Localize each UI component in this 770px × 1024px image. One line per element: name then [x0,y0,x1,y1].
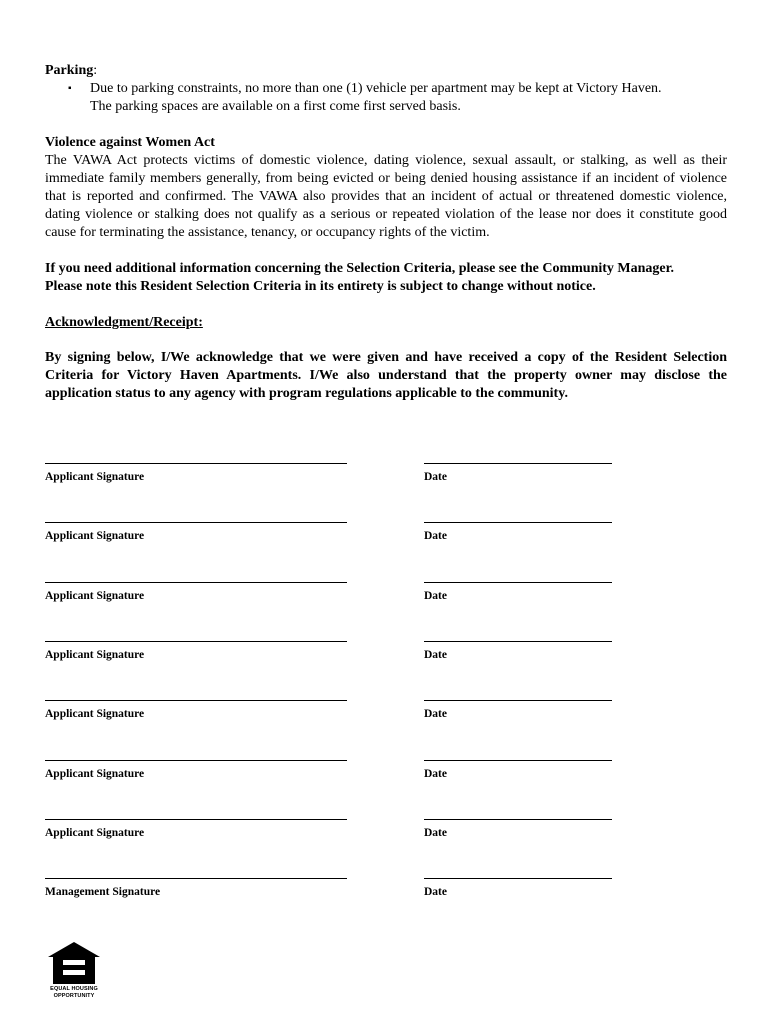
date-line[interactable] [424,760,612,761]
signature-label: Applicant Signature [45,649,145,661]
signature-line[interactable] [45,582,347,583]
signature-row [45,641,645,671]
signature-line[interactable] [45,760,347,761]
date-label: Date [424,649,447,661]
date-label: Date [424,708,447,720]
equal-housing-line-2: OPPORTUNITY [53,992,95,999]
signature-line[interactable] [45,700,347,701]
bullet-icon: ▪ [68,83,72,94]
signature-label: Applicant Signature [45,827,145,839]
equal-housing-text [47,986,101,999]
signature-line[interactable] [45,463,347,464]
vawa-paragraph: The VAWA Act protects victims of domestic violence, dating violence, sexual assault, or stalking, as well as their immediate family members generally, from being evicted or being denied housing assistance if an incident of violence that is reported and confirmed. The VAWA also provides that an incident of actual or threatened domestic violence, dating violence or stalking does not qualify as a serious or repeated violation of the lease nor does it constitute good cause for terminating the assistance, tenancy, or occupancy rights of the victim. [45,153,727,240]
signature-line[interactable] [45,641,347,642]
date-label: Date [424,590,447,602]
signature-row [45,819,645,849]
signature-row [45,582,645,612]
parking-heading-colon: : [93,63,98,78]
info-line-2: Please note this Resident Selection Criteria in its entirety is subject to change without notice. [45,279,596,294]
date-label: Date [424,471,447,483]
info-paragraph [45,260,727,296]
parking-heading [45,62,727,80]
signature-label: Applicant Signature [45,530,145,542]
date-label: Date [424,768,447,780]
parking-bullet-line-1: Due to parking constraints, no more than one (1) vehicle per apartment may be kept at Victory Haven. [90,81,662,96]
signature-row [45,522,645,552]
signature-label: Applicant Signature [45,768,145,780]
vawa-heading: Violence against Women Act [45,135,215,150]
equal-housing-opportunity-icon [47,940,101,986]
management-signature-label: Management Signature [45,886,161,898]
parking-heading-text: Parking [45,63,94,78]
info-line-1: If you need additional information concerning the Selection Criteria, please see the Community Manager. [45,261,675,276]
date-label: Date [424,827,447,839]
signature-line[interactable] [45,819,347,820]
acknowledgment-paragraph: By signing below, I/We acknowledge that we were given and have received a copy of the Resident Selection Criteria for Victory Haven Apartments. I/We also understand that the property owner may disclose the application status to any agency with program regulations applicable to the community. [45,350,727,401]
signature-row [45,760,645,790]
date-line[interactable] [424,463,612,464]
date-label: Date [424,530,447,542]
acknowledgment-heading: Acknowledgment/Receipt: [45,315,203,330]
parking-bullet-text [90,80,730,116]
signature-row [45,700,645,730]
date-line[interactable] [424,700,612,701]
date-line[interactable] [424,582,612,583]
date-line[interactable] [424,641,612,642]
signature-row-management [45,878,645,908]
signature-label: Applicant Signature [45,590,145,602]
signature-line[interactable] [45,522,347,523]
date-label: Date [424,886,447,898]
date-line[interactable] [424,819,612,820]
signature-label: Applicant Signature [45,471,145,483]
date-line[interactable] [424,522,612,523]
signature-label: Applicant Signature [45,708,145,720]
date-line[interactable] [424,878,612,879]
equal-housing-line-1: EQUAL HOUSING [50,986,98,992]
equal-housing-logo [47,940,101,1004]
signature-line[interactable] [45,878,347,879]
signature-row [45,463,645,493]
parking-bullet-line-2: The parking spaces are available on a first come first served basis. [90,99,461,114]
